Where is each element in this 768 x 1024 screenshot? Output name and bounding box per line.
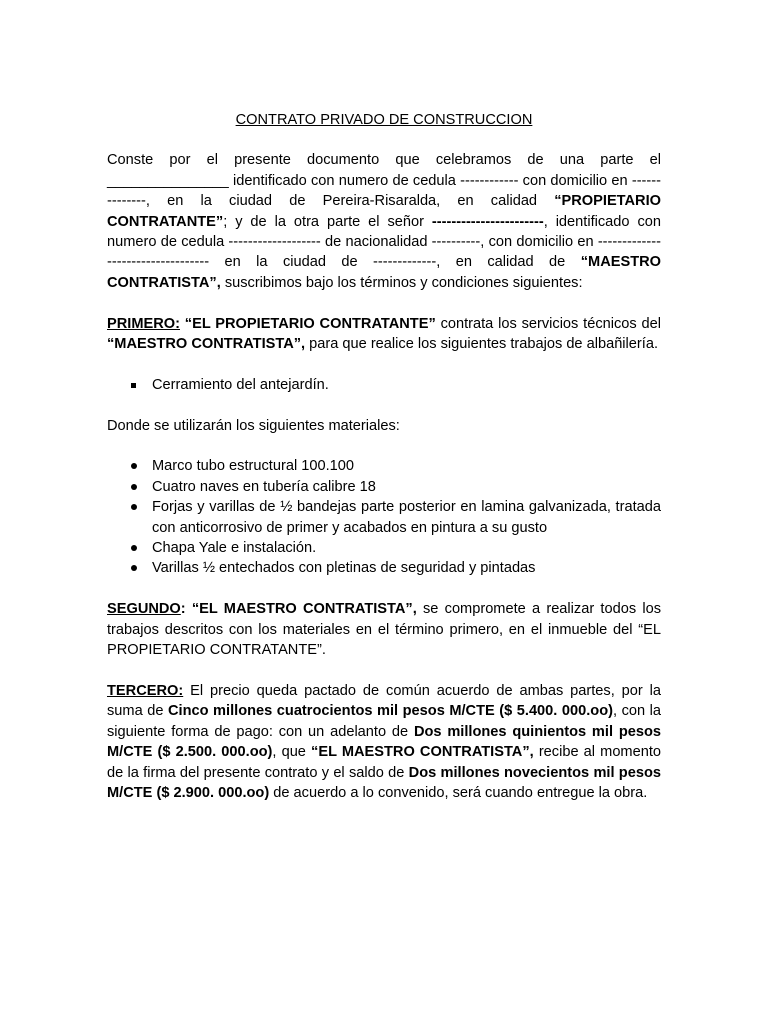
clause-tercero-bold-1: Cinco millones cuatrocientos mil pesos M/CTE ($ 5.400. 000.oo) bbox=[167, 703, 613, 720]
works-list bbox=[107, 375, 661, 395]
intro-text-2: ; y de la otra parte el señor bbox=[223, 213, 432, 230]
clause-tercero-text-4: recibe al momento de la firma del presente contrato y el saldo de bbox=[107, 744, 661, 781]
intro-paragraph bbox=[107, 150, 661, 293]
clause-tercero-bold-2: Dos millones quinientos mil pesos M/CTE ($ 2.500. 000.oo) bbox=[107, 723, 662, 761]
clause-primero-bold-2: “MAESTRO CONTRATISTA”, bbox=[107, 336, 306, 353]
intro-bold-1: “PROPIETARIO CONTRATANTE” bbox=[107, 193, 661, 230]
intro-text-3: , identificado con numero de cedula ------------------- de nacionalidad ----------, con domicilio en ---------------------------------- en la ciudad de -------------, en calidad de bbox=[107, 213, 661, 271]
clause-segundo-label: SEGUNDO bbox=[107, 601, 181, 618]
clause-tercero-bold-4: Dos millones novecientos mil pesos M/CTE ($ 2.900. 000.oo) bbox=[107, 764, 661, 801]
list-item: Chapa Yale e instalación. bbox=[152, 538, 661, 558]
list-item: Cerramiento del antejardín. bbox=[152, 375, 661, 395]
intro-bold-2: ----------------------- bbox=[431, 213, 544, 230]
clause-tercero-text-5: de acuerdo a lo convenido, será cuando entregue la obra. bbox=[269, 784, 648, 801]
intro-bold-3: “MAESTRO CONTRATISTA”, bbox=[107, 254, 661, 291]
clause-primero-bold-1: “EL PROPIETARIO CONTRATANTE” bbox=[179, 315, 436, 332]
clause-segundo-bold-1: : “EL MAESTRO CONTRATISTA”, bbox=[180, 601, 417, 618]
clause-tercero-label: TERCERO: bbox=[107, 682, 184, 699]
clause-primero-label: PRIMERO: bbox=[107, 315, 180, 332]
intro-text-4: suscribimos bajo los términos y condiciones siguientes: bbox=[220, 274, 583, 291]
clause-tercero bbox=[107, 681, 661, 803]
list-item: Varillas ½ entechados con pletinas de seguridad y pintadas bbox=[152, 558, 661, 578]
clause-tercero-text-3: , que bbox=[272, 744, 312, 761]
clause-segundo-text-1: se compromete a realizar todos los trabajos descritos con los materiales en el término primero, en el inmueble del “EL PROPIETARIO CONTRATANTE”. bbox=[107, 601, 661, 659]
clause-tercero-text-1: El precio queda pactado de común acuerdo de ambas partes, por la suma de bbox=[107, 682, 661, 720]
clause-primero-text-2: para que realice los siguientes trabajos de albañilería. bbox=[305, 336, 658, 353]
clause-tercero-bold-3: “EL MAESTRO CONTRATISTA”, bbox=[311, 744, 534, 761]
clause-primero bbox=[107, 314, 661, 355]
document-title: CONTRATO PRIVADO DE CONSTRUCCION bbox=[235, 112, 533, 128]
intro-text-1: Conste por el presente documento que celebramos de una parte el _______________ identificado con numero de cedula ------------ con domicilio en --------------, en la ciudad de Pereira-Risaralda, en calidad bbox=[107, 152, 661, 210]
materials-list bbox=[107, 456, 661, 578]
document-page bbox=[107, 110, 661, 803]
list-item: Marco tubo estructural 100.100 bbox=[152, 456, 661, 476]
clause-segundo bbox=[107, 599, 661, 660]
clause-tercero-text-2: , con la siguiente forma de pago: con un adelanto de bbox=[107, 703, 661, 740]
list-item: Cuatro naves en tubería calibre 18 bbox=[152, 477, 661, 497]
clause-primero-text-1: contrata los servicios técnicos del bbox=[435, 315, 661, 332]
materials-intro: Donde se utilizarán los siguientes materiales: bbox=[107, 417, 400, 434]
list-item: Forjas y varillas de ½ bandejas parte posterior en lamina galvanizada, tratada con anticorrosivo de primer y acabados en pintura a su gusto bbox=[152, 497, 661, 538]
